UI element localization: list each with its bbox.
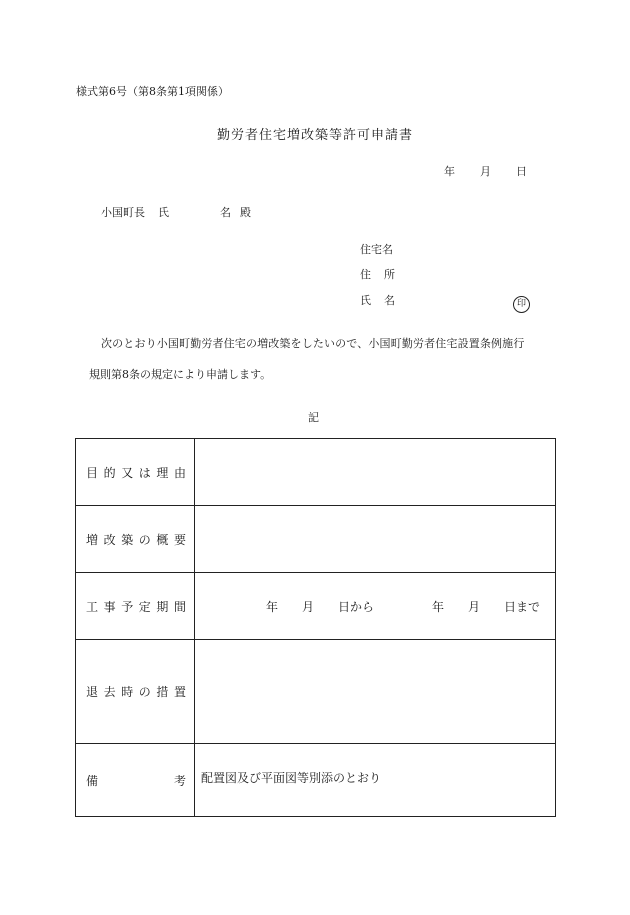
label-char: は (138, 465, 151, 480)
applicant-name-label-char1: 氏 (360, 294, 371, 307)
date-month-label: 月 (480, 165, 491, 178)
label-char: 又 (121, 465, 134, 480)
period-start-month: 月 (302, 600, 315, 614)
label-char: 退 (86, 685, 99, 699)
label-char: 事 (103, 599, 116, 614)
label-remarks (76, 744, 195, 817)
value-move-out-measures[interactable] (195, 640, 556, 744)
table-row-remarks (76, 744, 556, 817)
period-start-day: 日から (338, 600, 375, 614)
label-char: 理 (156, 465, 169, 480)
label-char: の (138, 532, 151, 547)
label-char: 予 (121, 599, 134, 614)
date-year-label: 年 (444, 165, 455, 178)
applicant-name-label-char2: 名 (384, 294, 395, 307)
label-char: 改 (103, 532, 116, 547)
label-char: 要 (173, 532, 186, 547)
addressee-name-suffix: 名 (220, 206, 231, 219)
table-row-move-out-measures (76, 640, 556, 744)
period-end-day: 日まで (504, 600, 541, 614)
label-char: 措 (156, 685, 169, 699)
remarks-text: 配置図及び平面図等別添のとおり (201, 770, 382, 785)
label-construction-period (76, 573, 195, 640)
label-char: 時 (121, 685, 134, 699)
page-title: 勤労者住宅増改築等許可申請書 (216, 128, 413, 143)
housing-name-label: 住宅名 (360, 243, 393, 256)
period-end-year: 年 (432, 600, 445, 614)
label-char: 定 (138, 599, 151, 614)
label-char: 概 (156, 532, 169, 547)
addressee-honorific: 殿 (240, 206, 251, 219)
label-purpose (76, 439, 195, 506)
addressee-name-prefix: 氏 (158, 206, 169, 219)
label-renovation-summary (76, 506, 195, 573)
table-row-purpose (76, 439, 556, 506)
body-line-1: 次のとおり小国町勤労者住宅の増改築をしたいので、小国町勤労者住宅設置条例施行 (101, 337, 525, 350)
table-row-construction-period (76, 573, 556, 640)
label-char: 工 (86, 599, 99, 614)
label-char: 目 (86, 465, 99, 480)
ki-heading: 記 (308, 411, 319, 424)
table-row-renovation-summary (76, 506, 556, 573)
label-char: 置 (173, 685, 186, 699)
label-char: 去 (103, 685, 116, 699)
seal-mark (513, 291, 530, 313)
address-label-char1: 住 (360, 268, 371, 281)
label-char: 間 (173, 599, 186, 614)
addressee-office: 小国町長 (101, 206, 145, 219)
label-char: 考 (173, 773, 186, 788)
label-char: 的 (103, 465, 116, 480)
label-char: 期 (156, 599, 169, 614)
label-char: 由 (173, 465, 186, 480)
date-day-label: 日 (516, 165, 527, 178)
value-remarks[interactable] (195, 744, 556, 817)
period-start-year: 年 (266, 600, 279, 614)
label-char: の (138, 685, 151, 699)
label-char: 築 (121, 532, 134, 547)
address-label-char2: 所 (384, 268, 395, 281)
form-number: 様式第6号（第8条第1項関係） (76, 85, 229, 98)
label-char: 備 (86, 773, 99, 788)
period-end-month: 月 (468, 600, 481, 614)
label-move-out-measures (76, 640, 195, 744)
seal-glyph: 印 (513, 296, 530, 313)
label-char: 増 (86, 532, 99, 547)
value-purpose[interactable] (195, 439, 556, 506)
body-line-2: 規則第8条の規定により申請します。 (89, 368, 272, 381)
value-renovation-summary[interactable] (195, 506, 556, 573)
value-construction-period[interactable] (195, 573, 556, 640)
application-table (75, 438, 556, 817)
